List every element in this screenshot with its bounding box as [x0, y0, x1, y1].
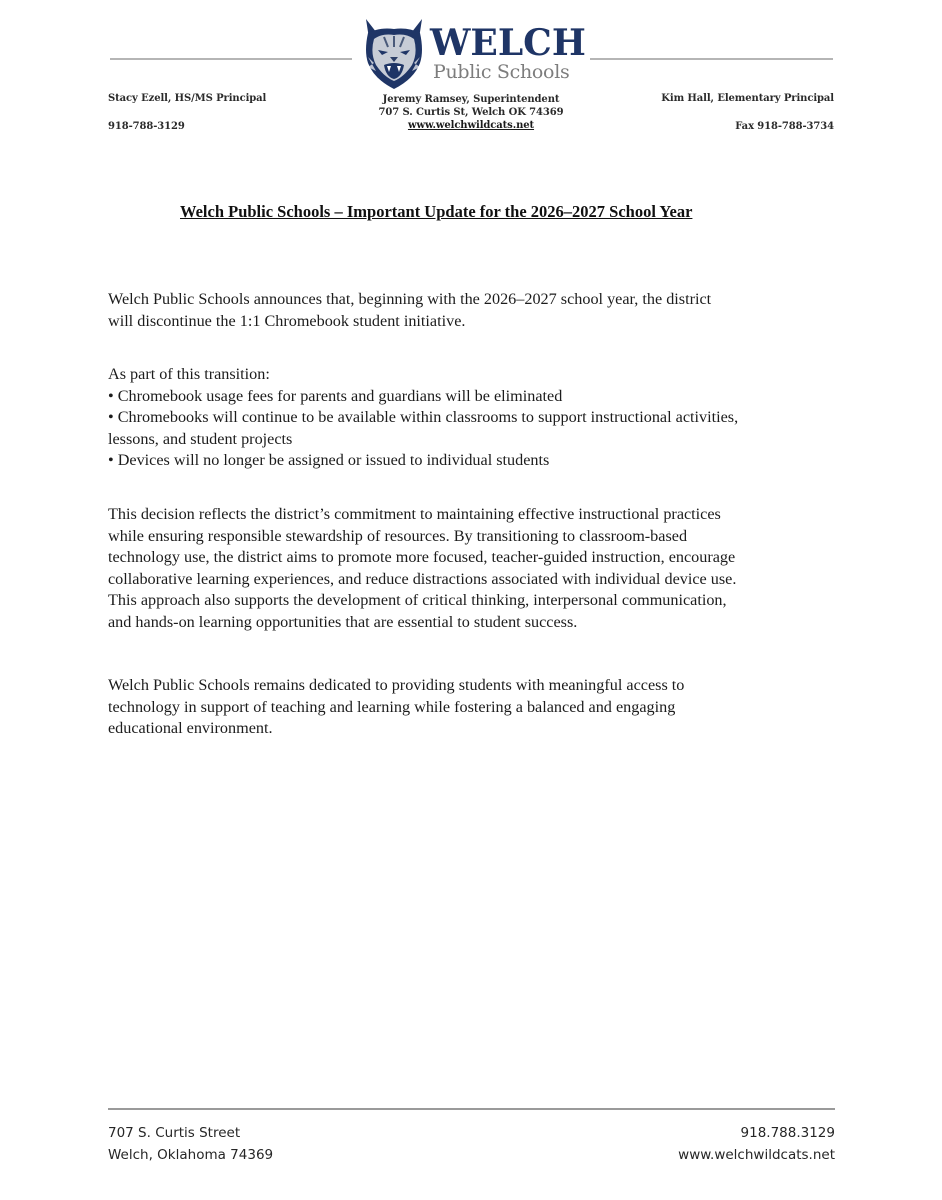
- decision-line: This approach also supports the development of critical thinking, interpersonal communication,: [108, 591, 727, 610]
- intro-line: Welch Public Schools announces that, beginning with the 2026–2027 school year, the district: [108, 290, 712, 308]
- header-rule-left: [110, 58, 352, 60]
- footer-address: [108, 1122, 273, 1166]
- bullet-item: • Chromebooks will continue to be available within classrooms to support instructional activities,: [108, 408, 739, 427]
- transition-list: [108, 364, 848, 472]
- intro-line: will discontinue the 1:1 Chromebook student initiative.: [108, 311, 466, 330]
- elementary-principal: Kim Hall, Elementary Principal: [661, 93, 834, 104]
- footer-phone: 918.788.3129: [740, 1125, 835, 1141]
- district-website-link[interactable]: www.welchwildcats.net: [407, 120, 535, 131]
- bullet-item-continued: lessons, and student projects: [108, 429, 293, 448]
- decision-line: technology use, the district aims to promote more focused, teacher-guided instruction, encourage: [108, 548, 736, 567]
- decision-line: This decision reflects the district’s commitment to maintaining effective instructional practices: [108, 505, 721, 523]
- hs-ms-phone: 918-788-3129: [108, 121, 185, 132]
- header-rule-right: [590, 58, 833, 60]
- hs-ms-principal: Stacy Ezell, HS/MS Principal: [108, 93, 267, 104]
- decision-paragraph: [108, 504, 848, 634]
- superintendent-name: Jeremy Ramsey, Superintendent: [382, 94, 560, 105]
- document-title: Welch Public Schools – Important Update for the 2026–2027 School Year: [180, 202, 693, 221]
- decision-line: collaborative learning experiences, and reduce distractions associated with individual device use.: [108, 569, 737, 588]
- logo-wordmark: WELCH: [430, 22, 586, 64]
- footer-street: 707 S. Curtis Street: [108, 1125, 241, 1141]
- decision-line: and hands-on learning opportunities that are essential to student success.: [108, 612, 578, 631]
- decision-line: while ensuring responsible stewardship of resources. By transitioning to classroom-based: [108, 526, 688, 545]
- superintendent-block: [340, 93, 602, 132]
- footer-rule: [108, 1108, 835, 1110]
- closing-paragraph: [108, 675, 848, 740]
- footer-website-link[interactable]: www.welchwildcats.net: [678, 1147, 835, 1163]
- wildcat-mascot-icon: [360, 17, 428, 91]
- bullet-item: • Devices will no longer be assigned or issued to individual students: [108, 451, 550, 470]
- transition-heading: As part of this transition:: [108, 365, 270, 383]
- closing-line: educational environment.: [108, 719, 273, 738]
- district-address: 707 S. Curtis St, Welch OK 74369: [378, 107, 564, 118]
- footer-contact: [678, 1122, 835, 1166]
- bullet-item: • Chromebook usage fees for parents and guardians will be eliminated: [108, 386, 563, 405]
- intro-paragraph: [108, 289, 848, 332]
- footer-city: Welch, Oklahoma 74369: [108, 1147, 274, 1163]
- closing-line: technology in support of teaching and learning while fostering a balanced and engaging: [108, 697, 676, 716]
- fax-number: Fax 918-788-3734: [735, 121, 834, 132]
- logo-subtitle: Public Schools: [433, 61, 570, 83]
- closing-line: Welch Public Schools remains dedicated to providing students with meaningful access to: [108, 676, 685, 694]
